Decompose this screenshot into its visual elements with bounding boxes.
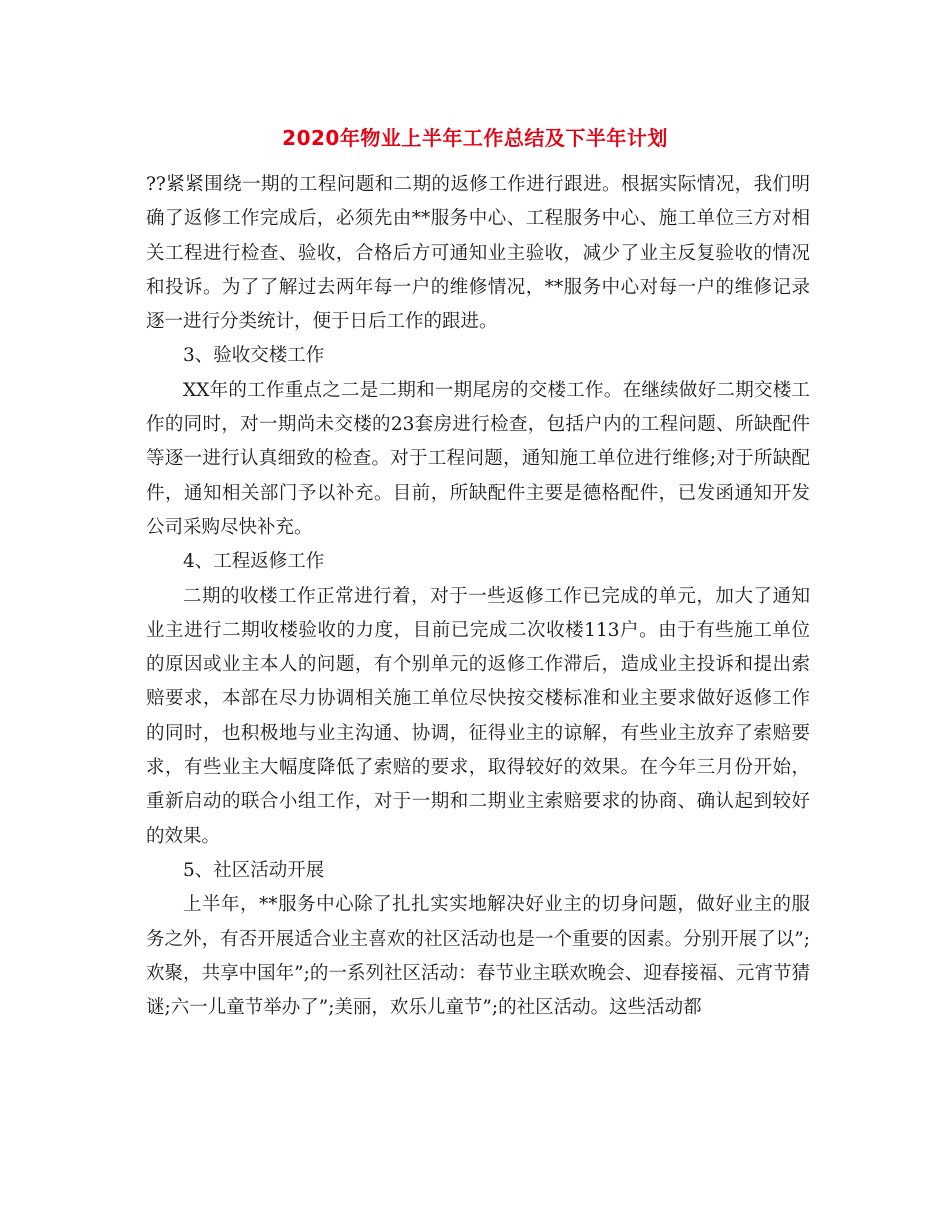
paragraph-handover: XX年的工作重点之二是二期和一期尾房的交楼工作。在继续做好二期交楼工作的同时，对一期尚未交楼的23套房进行检查，包括户内的工程问题、所缺配件等逐一进行认真细致的检查。对于工程问题，通知施工单位进行维修;对于所缺配件，通知相关部门予以补充。目前，所缺配件主要是德格配件，已发函通知开发公司采购尽快补充。	[146, 379, 810, 538]
section-heading-5: 5、社区活动开展	[183, 859, 325, 881]
paragraph-repair: 二期的收楼工作正常进行着，对于一些返修工作已完成的单元，加大了通知业主进行二期收楼验收的力度，目前已完成二次收楼113户。由于有些施工单位的原因或业主本人的问题，有个别单元的返修工作滞后，造成业主投诉和提出索赔要求，本部在尽力协调相关施工单位尽快按交楼标准和业主要求做好返修工作的同时，也积极地与业主沟通、协调，征得业主的谅解，有些业主放弃了索赔要求，有些业主大幅度降低了索赔的要求，取得较好的效果。在今年三月份开始，重新启动的联合小组工作，对于一期和二期业主索赔要求的协商、确认起到较好的效果。	[146, 585, 810, 847]
paragraph-intro: ??紧紧围绕一期的工程问题和二期的返修工作进行跟进。根据实际情况，我们明确了返修工作完成后，必须先由**服务中心、工程服务中心、施工单位三方对相关工程进行检查、验收，合格后方可通知业主验收，减少了业主反复验收的情况和投诉。为了了解过去两年每一户的维修情况，**服务中心对每一户的维修记录逐一进行分类统计，便于日后工作的跟进。	[146, 174, 810, 333]
document-title: 2020年物业上半年工作总结及下半年计划	[282, 126, 668, 150]
document-body	[146, 168, 810, 1025]
section-heading-4: 4、工程返修工作	[183, 551, 325, 573]
section-heading-3: 3、验收交楼工作	[183, 345, 325, 367]
paragraph-community: 上半年，**服务中心除了扎扎实实地解决好业主的切身问题，做好业主的服务之外，有否开展适合业主喜欢的社区活动也是一个重要的因素。分别开展了以”;欢聚，共享中国年”;的一系列社区活动：春节业主联欢晚会、迎春接福、元宵节猜谜;六一儿童节举办了”;美丽，欢乐儿童节”;的社区活动。这些活动都	[146, 894, 810, 1019]
